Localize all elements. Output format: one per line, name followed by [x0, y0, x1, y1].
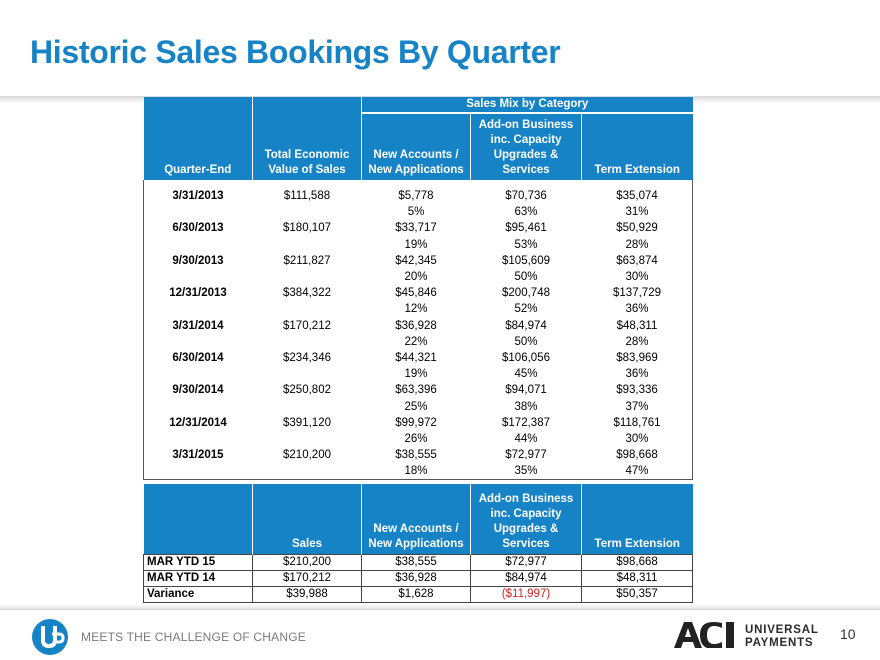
- total-value-header: Total Economic Value of Sales: [253, 97, 362, 180]
- new-accounts-cell: $63,396: [362, 382, 471, 398]
- term-pct-cell: 31%: [582, 204, 693, 220]
- term-extension-cell: $63,874: [582, 253, 693, 269]
- term-extension-cell: $48,311: [582, 318, 693, 334]
- addon-business-cell: $84,974: [471, 318, 582, 334]
- total-value-cell: $111,588: [253, 188, 362, 204]
- empty-cell: [144, 237, 253, 253]
- footer-tagline: MEETS THE CHALLENGE OF CHANGE: [81, 630, 306, 644]
- addon-pct-cell: 53%: [471, 237, 582, 253]
- empty-cell: [253, 431, 362, 447]
- table-row: [144, 415, 693, 431]
- quarter-end-cell: 6/30/2014: [144, 350, 253, 366]
- empty-cell: [253, 204, 362, 220]
- new-accounts-cell: $5,778: [362, 188, 471, 204]
- term-extension-cell: $83,969: [582, 350, 693, 366]
- new-accounts-cell: $44,321: [362, 350, 471, 366]
- page-number: 10: [840, 626, 856, 642]
- term-extension-cell: $98,668: [582, 447, 693, 463]
- ytd-term-extension-header: Term Extension: [582, 484, 693, 554]
- term-pct-cell: 36%: [582, 366, 693, 382]
- empty-cell: [144, 398, 253, 414]
- ytd-sales-header: Sales: [253, 484, 362, 554]
- addon-business-cell: $94,071: [471, 382, 582, 398]
- table-row-percent: [144, 237, 693, 253]
- ytd-comparison-table: [143, 484, 693, 603]
- ytd-label-cell: MAR YTD 14: [144, 570, 253, 586]
- ytd-label-cell: MAR YTD 15: [144, 554, 253, 570]
- total-value-cell: $170,212: [253, 318, 362, 334]
- addon-pct-cell: 52%: [471, 301, 582, 317]
- quarter-end-header: Quarter-End: [144, 97, 253, 180]
- footer-divider: [0, 604, 880, 610]
- ytd-term-extension-cell: $98,668: [582, 554, 693, 570]
- new-accounts-cell: $99,972: [362, 415, 471, 431]
- empty-cell: [144, 204, 253, 220]
- term-extension-cell: $118,761: [582, 415, 693, 431]
- new-pct-cell: 5%: [362, 204, 471, 220]
- addon-business-cell: $72,977: [471, 447, 582, 463]
- total-value-cell: $391,120: [253, 415, 362, 431]
- empty-cell: [253, 269, 362, 285]
- table-row-percent: [144, 334, 693, 350]
- ytd-sales-cell: $210,200: [253, 554, 362, 570]
- term-pct-cell: 28%: [582, 237, 693, 253]
- new-pct-cell: 12%: [362, 301, 471, 317]
- aci-logo-icon: [674, 622, 740, 648]
- ytd-new-accounts-cell: $1,628: [362, 586, 471, 602]
- ytd-term-extension-cell: $50,357: [582, 586, 693, 602]
- table-row-percent: [144, 431, 693, 447]
- addon-pct-cell: 50%: [471, 269, 582, 285]
- ytd-new-accounts-cell: $36,928: [362, 570, 471, 586]
- new-pct-cell: 19%: [362, 237, 471, 253]
- new-pct-cell: 25%: [362, 398, 471, 414]
- table-row: [144, 253, 693, 269]
- ytd-label-header: [144, 484, 253, 554]
- table-row-percent: [144, 366, 693, 382]
- quarter-end-cell: 9/30/2014: [144, 382, 253, 398]
- slide-title: Historic Sales Bookings By Quarter: [30, 34, 561, 70]
- addon-business-cell: $95,461: [471, 220, 582, 236]
- empty-cell: [253, 237, 362, 253]
- empty-cell: [144, 366, 253, 382]
- addon-pct-cell: 50%: [471, 334, 582, 350]
- empty-cell: [144, 463, 253, 480]
- ytd-new-accounts-header: New Accounts / New Applications: [362, 484, 471, 554]
- addon-pct-cell: 38%: [471, 398, 582, 414]
- new-accounts-cell: $38,555: [362, 447, 471, 463]
- term-pct-cell: 30%: [582, 431, 693, 447]
- term-pct-cell: 28%: [582, 334, 693, 350]
- term-pct-cell: 30%: [582, 269, 693, 285]
- empty-cell: [253, 334, 362, 350]
- addon-pct-cell: 44%: [471, 431, 582, 447]
- ytd-new-accounts-cell: $38,555: [362, 554, 471, 570]
- addon-business-cell: $105,609: [471, 253, 582, 269]
- table-row: [144, 447, 693, 463]
- table-row: [144, 382, 693, 398]
- empty-cell: [144, 269, 253, 285]
- total-value-cell: $250,802: [253, 382, 362, 398]
- new-accounts-cell: $33,717: [362, 220, 471, 236]
- ytd-row: [144, 570, 693, 586]
- ytd-addon-business-cell: $72,977: [471, 554, 582, 570]
- empty-cell: [144, 431, 253, 447]
- addon-business-cell: $172,387: [471, 415, 582, 431]
- term-extension-cell: $35,074: [582, 188, 693, 204]
- aci-subtitle: UNIVERSAL PAYMENTS: [745, 624, 819, 649]
- addon-pct-cell: 45%: [471, 366, 582, 382]
- addon-business-cell: $106,056: [471, 350, 582, 366]
- quarter-end-cell: 3/31/2014: [144, 318, 253, 334]
- table-row-percent: [144, 398, 693, 414]
- new-pct-cell: 19%: [362, 366, 471, 382]
- ytd-label-cell: Variance: [144, 586, 253, 602]
- ytd-term-extension-cell: $48,311: [582, 570, 693, 586]
- quarter-end-cell: 12/31/2013: [144, 285, 253, 301]
- sales-mix-band: Sales Mix by Category: [362, 97, 693, 113]
- quarterly-sales-table: [143, 97, 693, 480]
- ytd-sales-cell: $39,988: [253, 586, 362, 602]
- empty-cell: [253, 398, 362, 414]
- quarter-end-cell: 9/30/2013: [144, 253, 253, 269]
- table-row-percent: [144, 269, 693, 285]
- ytd-row: [144, 554, 693, 570]
- empty-cell: [253, 301, 362, 317]
- table-row-percent: [144, 301, 693, 317]
- new-pct-cell: 26%: [362, 431, 471, 447]
- empty-cell: [253, 366, 362, 382]
- table-row: [144, 318, 693, 334]
- total-value-cell: $211,827: [253, 253, 362, 269]
- table-row: [144, 285, 693, 301]
- new-pct-cell: 20%: [362, 269, 471, 285]
- new-pct-cell: 22%: [362, 334, 471, 350]
- quarter-end-cell: 3/31/2015: [144, 447, 253, 463]
- term-extension-cell: $93,336: [582, 382, 693, 398]
- term-pct-cell: 37%: [582, 398, 693, 414]
- empty-cell: [253, 463, 362, 480]
- quarter-end-cell: 12/31/2014: [144, 415, 253, 431]
- table-row: [144, 188, 693, 204]
- table-row: [144, 350, 693, 366]
- total-value-cell: $210,200: [253, 447, 362, 463]
- new-accounts-cell: $36,928: [362, 318, 471, 334]
- term-pct-cell: 47%: [582, 463, 693, 480]
- addon-business-cell: $200,748: [471, 285, 582, 301]
- table-row: [144, 220, 693, 236]
- table-row-percent: [144, 463, 693, 480]
- term-extension-header: Term Extension: [582, 113, 693, 180]
- empty-cell: [144, 301, 253, 317]
- addon-business-header: Add-on Business inc. Capacity Upgrades & Services: [471, 113, 582, 180]
- table-row-percent: [144, 204, 693, 220]
- addon-pct-cell: 35%: [471, 463, 582, 480]
- addon-business-cell: $70,736: [471, 188, 582, 204]
- quarter-end-cell: 6/30/2013: [144, 220, 253, 236]
- term-pct-cell: 36%: [582, 301, 693, 317]
- total-value-cell: $180,107: [253, 220, 362, 236]
- new-pct-cell: 18%: [362, 463, 471, 480]
- ytd-addon-business-header: Add-on Business inc. Capacity Upgrades & Services: [471, 484, 582, 554]
- total-value-cell: $234,346: [253, 350, 362, 366]
- addon-pct-cell: 63%: [471, 204, 582, 220]
- ytd-row: [144, 586, 693, 602]
- new-accounts-cell: $45,846: [362, 285, 471, 301]
- quarter-end-cell: 3/31/2013: [144, 188, 253, 204]
- total-value-cell: $384,322: [253, 285, 362, 301]
- ytd-sales-cell: $170,212: [253, 570, 362, 586]
- up-logo-icon: [31, 618, 69, 656]
- term-extension-cell: $137,729: [582, 285, 693, 301]
- new-accounts-cell: $42,345: [362, 253, 471, 269]
- term-extension-cell: $50,929: [582, 220, 693, 236]
- ytd-addon-business-cell: ($11,997): [471, 586, 582, 602]
- ytd-addon-business-cell: $84,974: [471, 570, 582, 586]
- new-accounts-header: New Accounts / New Applications: [362, 113, 471, 180]
- empty-cell: [144, 334, 253, 350]
